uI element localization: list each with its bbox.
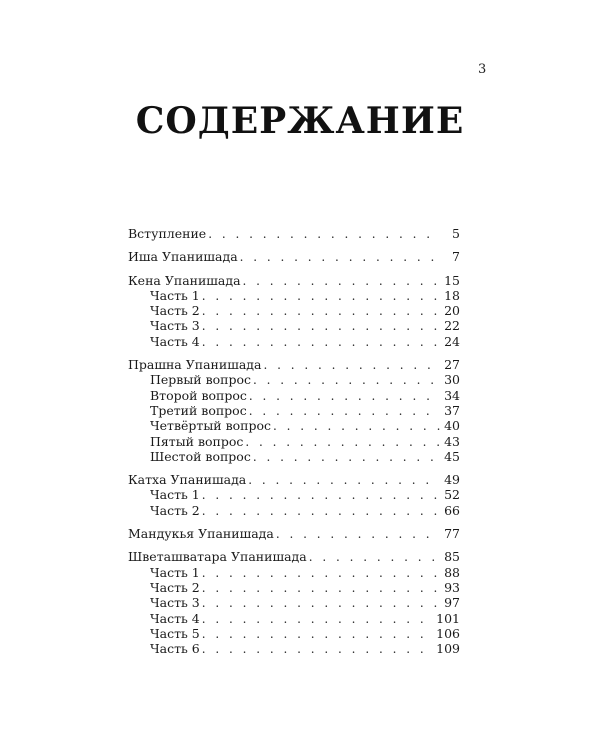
toc-entry xyxy=(128,273,460,288)
dot-leader xyxy=(276,527,440,542)
toc-entry-page: 30 xyxy=(444,372,460,388)
dot-leader xyxy=(202,488,440,503)
table-of-contents xyxy=(128,226,460,664)
dot-leader xyxy=(248,473,440,488)
toc-subentry xyxy=(128,641,460,656)
dot-leader xyxy=(202,566,440,581)
toc-section xyxy=(128,273,460,349)
toc-section xyxy=(128,549,460,656)
toc-entry xyxy=(128,226,460,241)
dot-leader xyxy=(253,450,440,465)
dot-leader xyxy=(202,596,440,611)
toc-entry-label: Прашна Упанишада xyxy=(128,357,262,373)
toc-section xyxy=(128,249,460,264)
dot-leader xyxy=(309,550,440,565)
dot-leader xyxy=(249,404,440,419)
toc-entry-label: Второй вопрос xyxy=(150,387,247,403)
toc-entry-page: 43 xyxy=(444,433,460,449)
toc-entry-label: Часть 6 xyxy=(150,641,200,657)
toc-subentry xyxy=(128,595,460,610)
toc-entry-page: 109 xyxy=(436,641,460,657)
toc-subentry xyxy=(128,288,460,303)
toc-entry-page: 15 xyxy=(444,272,460,288)
toc-section xyxy=(128,357,460,464)
toc-entry-page: 52 xyxy=(444,487,460,503)
dot-leader xyxy=(263,358,440,373)
toc-entry-label: Кена Упанишада xyxy=(128,272,241,288)
toc-section xyxy=(128,226,460,241)
toc-entry xyxy=(128,249,460,264)
dot-leader xyxy=(202,319,440,334)
dot-leader xyxy=(202,504,440,519)
toc-entry-page: 45 xyxy=(444,448,460,464)
toc-entry-label: Катха Упанишада xyxy=(128,472,247,488)
toc-entry-page: 37 xyxy=(444,402,460,418)
toc-entry-page: 93 xyxy=(444,579,460,595)
toc-entry-label: Мандукья Упанишада xyxy=(128,526,274,542)
toc-entry-label: Часть 1 xyxy=(150,487,200,503)
toc-entry-page: 20 xyxy=(444,303,460,319)
dot-leader xyxy=(243,274,440,289)
dot-leader xyxy=(202,612,434,627)
dot-leader xyxy=(240,250,440,265)
toc-subentry xyxy=(128,626,460,641)
toc-entry-page: 5 xyxy=(452,226,460,241)
toc-entry-label: Первый вопрос xyxy=(150,372,252,388)
dot-leader xyxy=(245,435,440,450)
toc-entry-label: Шестой вопрос xyxy=(150,448,251,464)
toc-entry-page: 106 xyxy=(436,625,460,641)
dot-leader xyxy=(202,335,440,350)
toc-subentry xyxy=(128,449,460,464)
toc-entry-label: Часть 1 xyxy=(150,564,200,580)
page-number: 3 xyxy=(478,62,487,77)
toc-entry-page: 24 xyxy=(444,333,460,349)
toc-entry xyxy=(128,549,460,564)
toc-entry-label: Четвёртый вопрос xyxy=(150,418,272,434)
toc-subentry xyxy=(128,611,460,626)
toc-entry-page: 49 xyxy=(444,472,460,488)
toc-entry xyxy=(128,472,460,487)
toc-subentry xyxy=(128,565,460,580)
toc-entry-page: 66 xyxy=(444,502,460,518)
toc-entry-label: Часть 3 xyxy=(150,318,200,334)
page-title: СОДЕРЖАНИЕ xyxy=(135,100,465,142)
toc-entry-page: 27 xyxy=(444,357,460,373)
toc-entry-label: Шветашватара Упанишада xyxy=(128,549,307,565)
toc-entry-label: Часть 5 xyxy=(150,625,200,641)
toc-entry-label: Пятый вопрос xyxy=(150,433,244,449)
dot-leader xyxy=(202,304,440,319)
toc-subentry xyxy=(128,580,460,595)
toc-section xyxy=(128,472,460,518)
dot-leader xyxy=(202,581,440,596)
toc-entry-page: 77 xyxy=(444,526,460,542)
toc-entry-label: Часть 2 xyxy=(150,502,200,518)
toc-entry-page: 97 xyxy=(444,595,460,611)
toc-entry xyxy=(128,357,460,372)
toc-entry-page: 40 xyxy=(444,418,460,434)
toc-subentry xyxy=(128,372,460,387)
toc-entry-page: 85 xyxy=(444,549,460,565)
toc-section xyxy=(128,526,460,541)
toc-entry-page: 34 xyxy=(444,387,460,403)
toc-subentry xyxy=(128,334,460,349)
dot-leader xyxy=(202,289,440,304)
toc-entry-label: Часть 4 xyxy=(150,333,200,349)
toc-subentry xyxy=(128,434,460,449)
toc-entry-label: Часть 4 xyxy=(150,610,200,626)
dot-leader xyxy=(253,373,440,388)
dot-leader xyxy=(249,389,440,404)
toc-subentry xyxy=(128,503,460,518)
toc-entry-page: 18 xyxy=(444,287,460,303)
toc-subentry xyxy=(128,418,460,433)
toc-subentry xyxy=(128,403,460,418)
toc-subentry xyxy=(128,303,460,318)
toc-entry xyxy=(128,526,460,541)
toc-subentry xyxy=(128,318,460,333)
dot-leader xyxy=(273,419,440,434)
toc-entry-label: Иша Упанишада xyxy=(128,249,238,265)
toc-entry-label: Часть 2 xyxy=(150,579,200,595)
toc-entry-page: 7 xyxy=(452,249,460,265)
toc-entry-page: 88 xyxy=(444,564,460,580)
toc-subentry xyxy=(128,487,460,502)
toc-subentry xyxy=(128,388,460,403)
dot-leader xyxy=(202,642,434,657)
toc-entry-page: 22 xyxy=(444,318,460,334)
toc-entry-label: Часть 2 xyxy=(150,303,200,319)
toc-entry-label: Третий вопрос xyxy=(150,402,247,418)
toc-entry-page: 101 xyxy=(436,610,460,626)
toc-entry-label: Часть 1 xyxy=(150,287,200,303)
toc-entry-label: Вступление xyxy=(128,226,207,241)
dot-leader xyxy=(208,227,440,242)
toc-entry-label: Часть 3 xyxy=(150,595,200,611)
dot-leader xyxy=(202,627,434,642)
